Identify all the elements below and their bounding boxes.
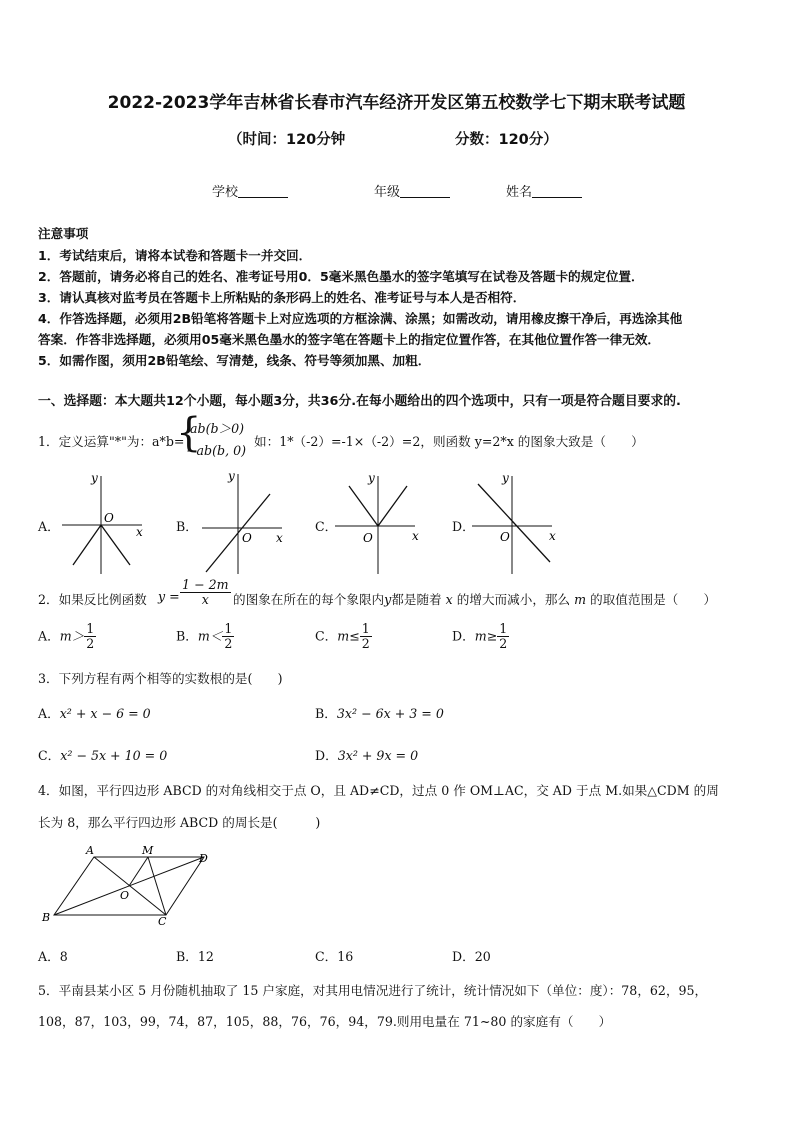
axis-x-label: x <box>549 529 556 543</box>
origin-label: O <box>242 531 252 545</box>
axis-y-label: y <box>368 471 375 485</box>
q1-option-c-label[interactable]: C． <box>315 519 338 534</box>
q3-option-b[interactable]: B．3x² − 6x + 3 = 0 <box>315 706 444 721</box>
origin-label: O <box>104 511 114 525</box>
notice-item: 答案．作答非选择题，必须用05毫米黑色墨水的签字笔在答题卡上的指定位置作答，在其他位置作答一律无效． <box>38 332 661 347</box>
axis-y-label: y <box>228 470 235 483</box>
q3-stem: 3．下列方程有两个相等的实数根的是( ) <box>38 671 283 686</box>
grade-label: 年级 <box>374 185 401 200</box>
exam-title: 2022-2023学年吉林省长春市汽车经济开发区第五校数学七下期末联考试题 <box>107 93 686 113</box>
point-o-label: O <box>120 889 130 902</box>
q1-graph-a <box>58 470 150 576</box>
q1-lead: 1．定义运算"*"为：a*b= <box>38 434 185 449</box>
point-m-label: M <box>142 845 154 857</box>
q1-graph-c <box>333 470 425 576</box>
q1-option-d-label[interactable]: D． <box>452 519 475 534</box>
q4-stem-line1: 4．如图，平行四边形 ABCD 的对角线相交于点 O，且 AD≠CD，过点 0 作 OM⊥AC，交 AD 于点 M.如果△CDM 的周 <box>38 783 719 798</box>
name-blank <box>532 184 582 198</box>
point-d-label: D <box>199 852 208 865</box>
q4-option-d[interactable]: D．20 <box>452 949 491 964</box>
q2-option-b[interactable]: B．m＜ $\frac{1}{2}$ <box>176 621 233 652</box>
segment-mc <box>148 857 166 915</box>
school-field <box>212 181 288 200</box>
q1-option-a-label[interactable]: A． <box>38 519 60 534</box>
origin-label: O <box>500 530 510 544</box>
q1-option-b-label[interactable]: B． <box>176 519 198 534</box>
q4-parallelogram-figure <box>38 845 228 930</box>
q4-option-a[interactable]: A．8 <box>38 949 68 964</box>
q5-stem-line2: 108，87，103，99，74，87，105，88，76，76，94，79.则用电量在 71~80 的家庭有（ ） <box>38 1014 612 1029</box>
q2-stem-tail: 的图象在所在的每个象限内y都是随着 x 的增大而减小，那么 m 的取值范围是（ ） <box>233 592 717 607</box>
q1-graph-d <box>470 470 562 576</box>
section-heading: 一、选择题：本大题共12个小题，每小题3分，共36分.在每小题给出的四个选项中，只有一项是符合题目要求的. <box>38 394 681 409</box>
axis-y-label: y <box>502 471 509 485</box>
q3-option-c[interactable]: C．x² − 5x + 10 = 0 <box>38 748 168 763</box>
q1-case2: −ab(b, 0) <box>186 443 247 458</box>
notice-item: 1．考试结束后，请将本试卷和答题卡一并交回． <box>38 248 312 263</box>
axis-y-label: y <box>91 471 98 485</box>
school-label: 学校 <box>212 185 239 200</box>
q2-option-c[interactable]: C．m≤ $\frac{1}{2}$ <box>315 621 370 652</box>
q3-option-a[interactable]: A．x² + x − 6 = 0 <box>38 706 151 721</box>
school-blank <box>238 184 288 198</box>
q4-stem-line2: 长为 8，那么平行四边形 ABCD 的周长是( ) <box>38 815 321 830</box>
function-graph <box>478 484 550 562</box>
q1-tail: 如：1*（-2）=-1×（-2）=2，则函数 y=2*x 的图象大致是（ ） <box>254 434 644 449</box>
q2-numerator: 1 − 2m <box>182 577 229 592</box>
q2-lead: 2．如果反比例函数 <box>38 592 147 607</box>
q2-fraction <box>180 578 231 608</box>
notice-heading: 注意事项 <box>38 226 89 241</box>
axis-x-label: x <box>276 531 283 545</box>
q2-option-d[interactable]: D．m≥ $\frac{1}{2}$ <box>452 621 508 652</box>
q2-denominator: x <box>201 592 209 608</box>
axis-x-label: x <box>412 529 419 543</box>
notice-item: 4．作答选择题，必须用2B铅笔将答题卡上对应选项的方框涂满、涂黑；如需改动，请用橡皮擦干净后，再选涂其他 <box>38 311 683 326</box>
axis-x-label: x <box>136 525 143 539</box>
q4-option-b[interactable]: B．12 <box>176 949 214 964</box>
q1-case1: ab(b＞0) <box>190 421 245 436</box>
name-label: 姓名 <box>506 185 533 200</box>
name-field <box>506 181 582 200</box>
exam-time: （时间：120分钟 <box>228 132 346 148</box>
origin-label: O <box>363 531 373 545</box>
q1-graph-b <box>198 470 290 576</box>
point-c-label: C <box>158 915 167 928</box>
q4-option-c[interactable]: C．16 <box>315 949 354 964</box>
q2-y-eq: y = <box>158 589 180 604</box>
point-b-label: B <box>42 911 51 924</box>
grade-blank <box>400 184 450 198</box>
notice-item: 3．请认真核对监考员在答题卡上所粘贴的条形码上的姓名、准考证号与本人是否相符． <box>38 290 526 305</box>
grade-field <box>374 181 450 200</box>
q1-brace: { <box>176 410 202 456</box>
segment-om <box>129 857 148 886</box>
q3-option-d[interactable]: D．3x² + 9x = 0 <box>315 748 419 763</box>
q2-option-a[interactable]: A．m＞ $\frac{1}{2}$ <box>38 621 95 652</box>
notice-item: 2．答题前，请务必将自己的姓名、准考证号用0．5毫米黑色墨水的签字笔填写在试卷及答题卡的规定位置． <box>38 269 644 284</box>
notice-item: 5．如需作图，须用2B铅笔绘、写清楚，线条、符号等须加黑、加粗． <box>38 353 431 368</box>
exam-score: 分数：120分） <box>455 132 558 148</box>
q5-stem-line1: 5．平南县某小区 5 月份随机抽取了 15 户家庭，对其用电情况进行了统计，统计情况如下（单位：度）：78，62，95， <box>38 983 708 998</box>
point-a-label: A <box>86 845 94 857</box>
